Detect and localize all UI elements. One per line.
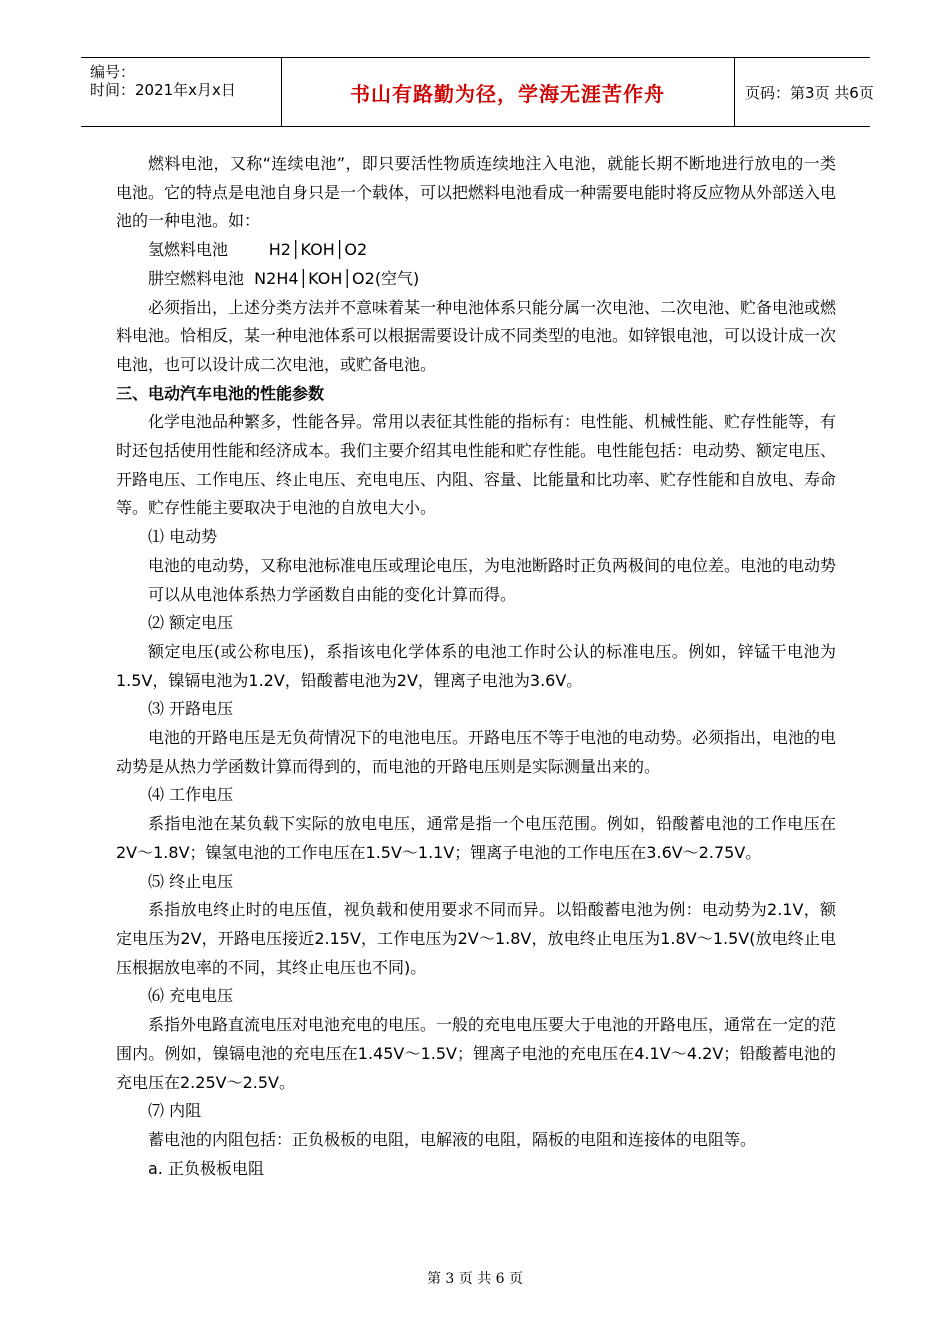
subheading-internal-resistance: ⑺ 内阻 [148, 1101, 202, 1121]
paragraph-emf-calc: 可以从电池体系热力学函数自由能的变化计算而得。 [148, 584, 517, 604]
subheading-emf: ⑴ 电动势 [148, 527, 218, 547]
date-label: 时间：2021年x月x日 [90, 81, 236, 99]
subheading-working-voltage: ⑷ 工作电压 [148, 785, 234, 805]
paragraph-emf: 电池的电动势，又称电池标准电压或理论电压，为电池断路时正负两极间的电位差。电池的电动势 [148, 555, 837, 575]
document-body [116, 150, 836, 1183]
serial-number-label: 编号： [90, 63, 136, 81]
motto-text: 书山有路勤为径，学海无涯苦作舟 [350, 81, 665, 106]
paragraph-fuel-cell: 燃料电池，又称“连续电池”，即只要活性物质连续地注入电池，就能长期不断地进行放电的一类电池。它的特点是电池自身只是一个载体，可以把燃料电池看成一种需要电能时将反应物从外部送入电池的一种电池。如： [116, 154, 837, 231]
paragraph-internal-resistance: 蓄电池的内阻包括：正负极板的电阻，电解液的电阻，隔板的电阻和连接体的电阻等。 [148, 1129, 757, 1149]
paragraph-working-voltage: 系指电池在某负载下实际的放电电压，通常是指一个电压范围。例如，铅酸蓄电池的工作电压在2V～1.8V；镍氢电池的工作电压在1.5V～1.1V；锂离子电池的工作电压在3.6V～2.75V。 [116, 814, 836, 862]
paragraph-charge-voltage: 系指外电路直流电压对电池充电的电压。一般的充电电压要大于电池的开路电压，通常在一定的范围内。例如，镍镉电池的充电压在1.45V～1.5V；锂离子电池的充电压在4.1V～4.2V；铅酸蓄电池的充电压在2.25V～2.5V。 [116, 1015, 837, 1092]
section-heading-performance: 三、电动汽车电池的性能参数 [116, 383, 325, 403]
paragraph-performance-intro: 化学电池品种繁多，性能各异。常用以表征其性能的指标有：电性能、机械性能、贮存性能等，有时还包括使用性能和经济成本。我们主要介绍其电性能和贮存性能。电性能包括：电动势、额定电压、开路电压、工作电压、终止电压、充电电压、内阻、容量、比能量和比功率、贮存性能和自放电、寿命等。贮存性能主要取决于电池的自放电大小。 [116, 412, 837, 518]
subheading-cutoff-voltage: ⑸ 终止电压 [148, 871, 234, 891]
paragraph-cutoff-voltage: 系指放电终止时的电压值，视负载和使用要求不同而异。以铅酸蓄电池为例：电动势为2.1V，额定电压为2V，开路电压接近2.15V，工作电压为2V～1.8V，放电终止电压为1.8V～1.5V(放电终止电压根据放电率的不同，其终止电压也不同)。 [116, 900, 836, 977]
page-footer: 第 3 页 共 6 页 [426, 1271, 524, 1287]
subheading-rated-voltage: ⑵ 额定电压 [148, 613, 234, 633]
header-info-cell [81, 58, 282, 126]
paragraph-classification-note: 必须指出，上述分类方法并不意味着某一种电池体系只能分属一次电池、二次电池、贮备电池或燃料电池。恰相反，某一种电池体系可以根据需要设计成不同类型的电池。如锌银电池，可以设计成一次电池，也可以设计成二次电池，或贮备电池。 [116, 297, 837, 374]
paragraph-rated-voltage: 额定电压(或公称电压)，系指该电化学体系的电池工作时公认的标准电压。例如，锌锰干电池为1.5V，镍镉电池为1.2V，铅酸蓄电池为2V，锂离子电池为3.6V。 [116, 641, 836, 690]
header-page-cell [735, 58, 874, 126]
header-page-info: 页码：第3页 共6页 [745, 83, 874, 102]
subheading-charge-voltage: ⑹ 充电电压 [148, 986, 234, 1006]
paragraph-open-circuit-voltage: 电池的开路电压是无负荷情况下的电池电压。开路电压不等于电池的电动势。必须指出，电池的电动势是从热力学函数计算而得到的，而电池的开路电压则是实际测量出来的。 [116, 728, 837, 776]
formula-hydrogen-cell: 氢燃料电池 H2│KOH│O2 [148, 240, 368, 260]
header-motto-cell [281, 58, 735, 126]
document-header [81, 57, 874, 127]
subheading-open-circuit-voltage: ⑶ 开路电压 [148, 699, 234, 719]
subheading-plate-resistance: a. 正负极板电阻 [148, 1158, 264, 1178]
formula-hydrazine-cell: 肼空燃料电池 N2H4│KOH│O2(空气) [148, 268, 420, 288]
